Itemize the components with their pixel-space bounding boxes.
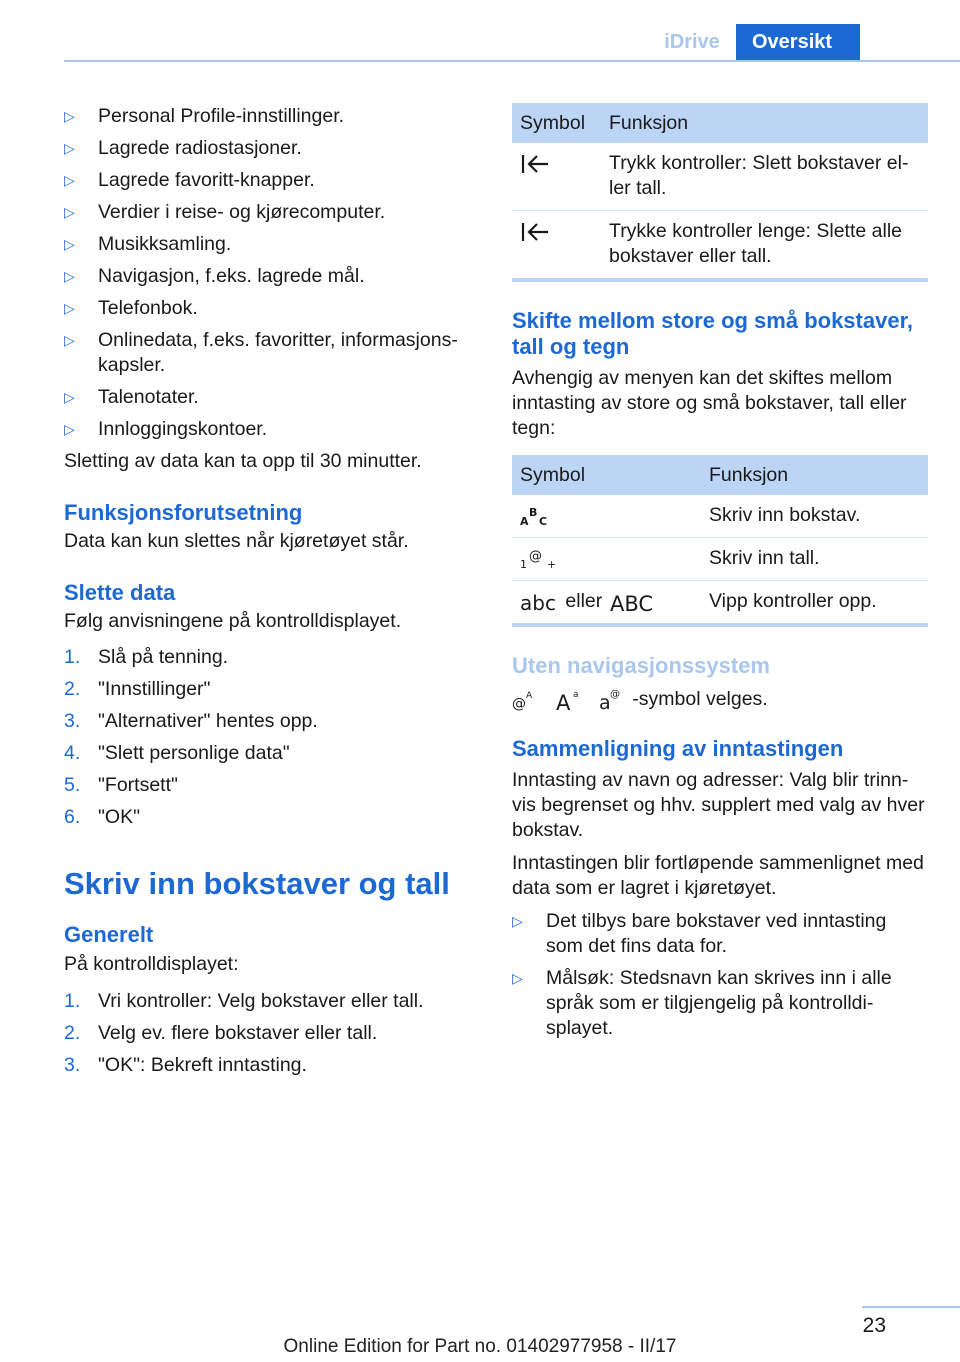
table-cell-symbol [512, 495, 701, 538]
edition-footer: Online Edition for Part no. 01402977958 - II/17 [283, 1336, 677, 1357]
table-cell-symbol [512, 143, 601, 211]
triangle-bullet-icon: ▷ [512, 970, 523, 986]
general-steps [64, 989, 474, 1078]
symbol-connector: eller [565, 590, 603, 612]
triangle-bullet-icon: ▷ [64, 389, 75, 405]
svg-text:@: @ [609, 688, 620, 700]
triangle-bullet-icon: ▷ [64, 268, 75, 284]
step-number: 3. [64, 1054, 81, 1076]
compare-paragraph: Inntastingen blir fortløpende sammenlignet med data som er lagret i kjøretøyet. [512, 852, 924, 899]
data-bullet-list [64, 104, 474, 442]
list-item: ▷ Navigasjon, f.eks. lagrede mål. [64, 265, 365, 287]
left-column [64, 100, 474, 1085]
at-a-symbol-icon [512, 688, 548, 712]
table-cell-function: Vipp kontroller opp. [709, 590, 877, 612]
switch-heading: Skifte mellom store og små bokstaver, tall og tegn [512, 308, 914, 359]
general-intro: På kontrolldisplayet: [64, 953, 239, 975]
table-cell-symbol [512, 538, 701, 581]
table-header-symbol: Symbol [512, 455, 701, 495]
list-item: ▷ Innloggingskontoer. [64, 418, 268, 440]
step-item: 5. "Fortsett" [64, 774, 178, 796]
switch-text: Avhengig av menyen kan det skiftes mellom inntasting av store og små bokstaver, tall eller tegn: [512, 367, 907, 439]
table-header-function: Funksjon [601, 103, 928, 143]
delete-steps [64, 645, 474, 830]
triangle-bullet-icon: ▷ [64, 236, 75, 252]
svg-text:+: + [547, 557, 557, 571]
svg-text:1: 1 [520, 557, 527, 571]
compare-bullet-list [512, 909, 928, 1041]
delete-heading: Slette data [64, 580, 176, 605]
table-cell-symbol [512, 581, 701, 624]
page-number: 23 [862, 1314, 886, 1337]
footer-divider [862, 1306, 960, 1308]
table-row [512, 538, 928, 581]
table-cell-function: Trykk kontroller: Slett bokstaver el-ler tall. [601, 143, 928, 211]
svg-text:a: a [573, 689, 579, 700]
triangle-bullet-icon: ▷ [64, 172, 75, 188]
delete-intro: Følg anvisningene på kontrolldisplayet. [64, 610, 402, 632]
table-header-symbol: Symbol [512, 103, 601, 143]
svg-text:C: C [539, 514, 548, 528]
step-item: 6. "OK" [64, 806, 141, 828]
backspace-arrow-icon [520, 222, 550, 242]
lowercase-abc-icon [520, 590, 560, 614]
triangle-bullet-icon: ▷ [512, 913, 523, 929]
tab-oversikt[interactable]: Oversikt [736, 24, 860, 61]
step-number: 6. [64, 806, 81, 828]
table-row [512, 495, 928, 538]
svg-text:B: B [529, 505, 538, 519]
svg-text:@: @ [512, 695, 526, 712]
numbers-symbols-icon [520, 547, 560, 571]
svg-text:a: a [598, 691, 611, 712]
nonav-heading: Uten navigasjonssystem [512, 653, 770, 678]
table-row [512, 581, 928, 624]
case-symbol-table [512, 455, 928, 623]
uppercase-abc-icon [608, 590, 658, 614]
general-heading: Generelt [64, 922, 154, 947]
letters-abc-icon [520, 504, 554, 528]
triangle-bullet-icon: ▷ [64, 421, 75, 437]
step-item: 3. "Alternativer" hentes opp. [64, 710, 318, 732]
tab-idrive[interactable]: iDrive [664, 31, 720, 53]
a-superscript-a-icon [553, 688, 589, 712]
triangle-bullet-icon: ▷ [64, 140, 75, 156]
step-number: 2. [64, 678, 81, 700]
step-number: 2. [64, 1022, 81, 1044]
svg-text:@: @ [529, 548, 542, 564]
compare-paragraph: Inntasting av navn og adresser: Valg blir trinn-vis begrenset og hhv. supplert med valg av hver bokstav. [512, 769, 925, 841]
list-item: ▷ Verdier i reise- og kjørecomputer. [64, 201, 386, 223]
list-item: ▷ Lagrede favoritt-knapper. [64, 169, 315, 191]
table-bottom-rule [512, 278, 928, 282]
prereq-text: Data kan kun slettes når kjøretøyet står. [64, 530, 409, 552]
step-item: 1. Slå på tenning. [64, 646, 229, 668]
compare-heading: Sammenligning av inntastingen [512, 736, 844, 761]
list-item: ▷ Telefonbok. [64, 297, 198, 319]
step-item: 2. Velg ev. flere bokstaver eller tall. [64, 1022, 378, 1044]
table-cell-function: Skriv inn bokstav. [701, 495, 928, 538]
step-item: 3. "OK": Bekreft inntasting. [64, 1054, 307, 1076]
step-item: 1. Vri kontroller: Velg bokstaver eller tall. [64, 990, 424, 1012]
svg-text:abc: abc [520, 590, 556, 614]
svg-text:A: A [520, 514, 529, 528]
backspace-arrow-icon [520, 154, 550, 174]
list-item: ▷ Lagrede radiostasjoner. [64, 137, 302, 159]
list-item: ▷ Onlinedata, f.eks. favoritter, informasjons-kapsler. [64, 329, 458, 376]
triangle-bullet-icon: ▷ [64, 108, 75, 124]
table-cell-function: Skriv inn tall. [701, 538, 928, 581]
step-number: 1. [64, 646, 81, 668]
step-item: 2. "Innstillinger" [64, 678, 211, 700]
table-row [512, 211, 928, 279]
triangle-bullet-icon: ▷ [64, 204, 75, 220]
table-row [512, 143, 928, 211]
header-divider [64, 60, 960, 62]
step-number: 1. [64, 990, 81, 1012]
list-item: ▷ Det tilbys bare bokstaver ved inntasting som det fins data for. [512, 910, 887, 957]
triangle-bullet-icon: ▷ [64, 300, 75, 316]
a-at-symbol-icon [595, 688, 627, 712]
nonav-text: @ A A a a @ -symbol velges. [512, 687, 928, 712]
step-number: 3. [64, 710, 81, 732]
section-title: Skriv inn bokstaver og tall [64, 866, 450, 901]
table-header-function: Funksjon [701, 455, 928, 495]
table-cell-symbol [512, 211, 601, 279]
prereq-heading: Funksjonsforutsetning [64, 500, 303, 525]
list-item: ▷ Målsøk: Stedsnavn kan skrives inn i alle språk som er tilgjengelig på kontrolldi-splayet. [512, 967, 892, 1039]
right-column [512, 103, 928, 1048]
svg-text:A: A [526, 690, 533, 701]
table-bottom-rule [512, 623, 928, 627]
delete-symbol-table [512, 103, 928, 278]
list-item: ▷ Personal Profile-innstillinger. [64, 105, 345, 127]
list-item: ▷ Talenotater. [64, 386, 199, 408]
step-number: 5. [64, 774, 81, 796]
deletion-time-note: Sletting av data kan ta opp til 30 minutter. [64, 450, 422, 472]
triangle-bullet-icon: ▷ [64, 332, 75, 348]
svg-text:A: A [556, 690, 571, 712]
step-number: 4. [64, 742, 81, 764]
svg-text:ABC: ABC [609, 591, 653, 614]
step-item: 4. "Slett personlige data" [64, 742, 290, 764]
list-item: ▷ Musikksamling. [64, 233, 232, 255]
table-cell-function: Trykke kontroller lenge: Slette alle bokstaver eller tall. [609, 220, 902, 267]
